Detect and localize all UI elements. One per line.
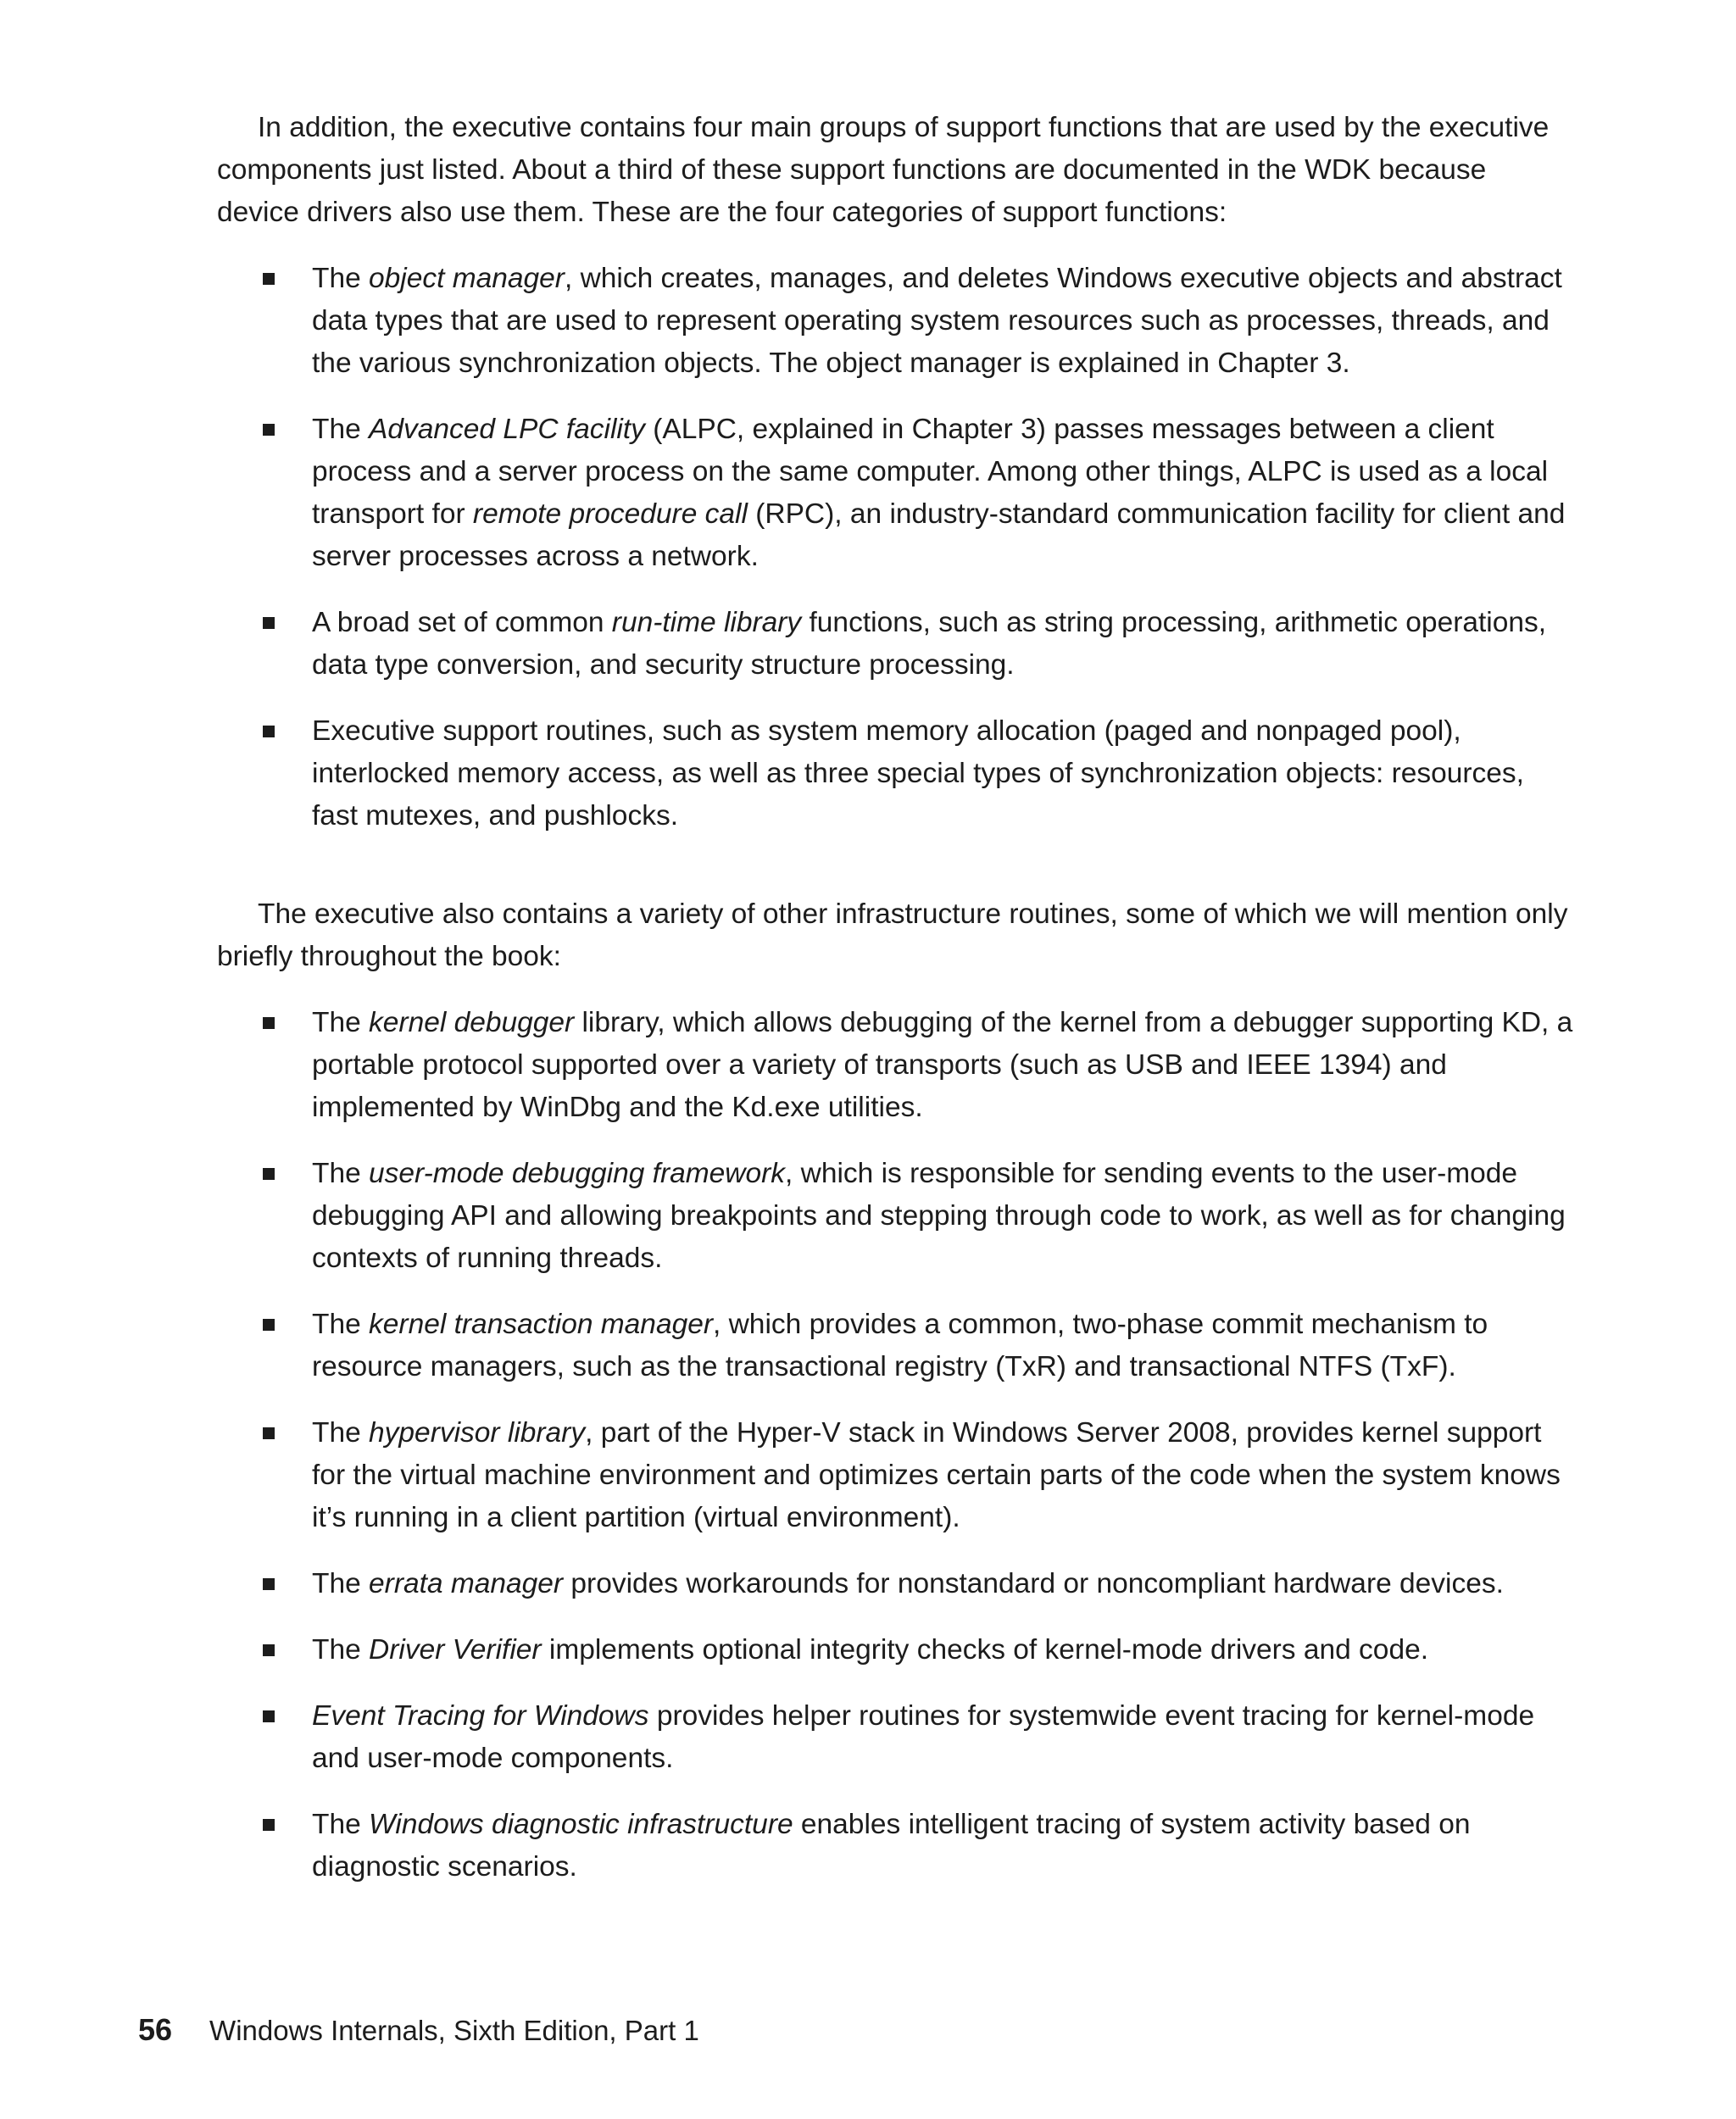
list-item: The user-mode debugging framework, which is responsible for sending events to the user-mode debugging API and allowing breakpoints and stepping through code to work, as well as for changing contexts of running threads. — [217, 1153, 1573, 1280]
list-item: The Windows diagnostic infrastructure enables intelligent tracing of system activity based on diagnostic scenarios. — [217, 1804, 1573, 1888]
list-item: The kernel transaction manager, which provides a common, two-phase commit mechanism to resource managers, such as the transactional registry (TxR) and transactional NTFS (TxF). — [217, 1304, 1573, 1388]
list-item: Event Tracing for Windows provides helper routines for systemwide event tracing for kernel-mode and user-mode components. — [217, 1695, 1573, 1780]
square-bullet-icon — [263, 273, 275, 285]
square-bullet-icon — [263, 1017, 275, 1029]
square-bullet-icon — [263, 1710, 275, 1722]
list-item: The errata manager provides workarounds for nonstandard or noncompliant hardware devices. — [217, 1563, 1573, 1605]
square-bullet-icon — [263, 726, 275, 737]
infrastructure-routines-list — [217, 1002, 1573, 1888]
square-bullet-icon — [263, 1644, 275, 1656]
intro-paragraph: In addition, the executive contains four main groups of support functions that are used by the executive components just listed. About a third of these support functions are documented in the WDK because device drivers also use them. These are the four categories of support functions: — [217, 112, 1550, 228]
square-bullet-icon — [263, 424, 275, 436]
square-bullet-icon — [263, 1578, 275, 1590]
list-item: The object manager, which creates, manages, and deletes Windows executive objects and abstract data types that are used to represent operating system resources such as processes, threads, and the various synchronization objects. The object manager is explained in Chapter 3. — [217, 258, 1573, 385]
page-body — [217, 107, 1573, 1888]
list-item: The Driver Verifier implements optional integrity checks of kernel-mode drivers and code. — [217, 1629, 1573, 1671]
square-bullet-icon — [263, 617, 275, 629]
second-paragraph: The executive also contains a variety of other infrastructure routines, some of which we will mention only briefly throughout the book: — [217, 898, 1568, 972]
list-item: The Advanced LPC facility (ALPC, explained in Chapter 3) passes messages between a client process and a server process on the same computer. Among other things, ALPC is used as a local transport for remote procedure call (RPC), an industry-standard communication facility for client and server processes across a network. — [217, 409, 1573, 578]
book-title: Windows Internals, Sixth Edition, Part 1 — [209, 2015, 699, 2046]
list-item: A broad set of common run-time library functions, such as string processing, arithmetic operations, data type conversion, and security structure processing. — [217, 602, 1573, 687]
square-bullet-icon — [263, 1168, 275, 1180]
square-bullet-icon — [263, 1427, 275, 1439]
page-number: 56 — [138, 2012, 173, 2047]
list-item: Executive support routines, such as system memory allocation (paged and nonpaged pool), interlocked memory access, as well as three special types of synchronization objects: resources, fast mutexes, and pushlocks. — [217, 710, 1573, 837]
list-item: The kernel debugger library, which allows debugging of the kernel from a debugger supporting KD, a portable protocol supported over a variety of transports (such as USB and IEEE 1394) and implemented by WinDbg and the Kd.exe utilities. — [217, 1002, 1573, 1129]
square-bullet-icon — [263, 1819, 275, 1831]
support-functions-list — [217, 258, 1573, 837]
square-bullet-icon — [263, 1319, 275, 1331]
page-footer — [138, 2013, 699, 2048]
list-item: The hypervisor library, part of the Hyper-V stack in Windows Server 2008, provides kernel support for the virtual machine environment and optimizes certain parts of the code when the system knows it’s running in a client partition (virtual environment). — [217, 1412, 1573, 1539]
